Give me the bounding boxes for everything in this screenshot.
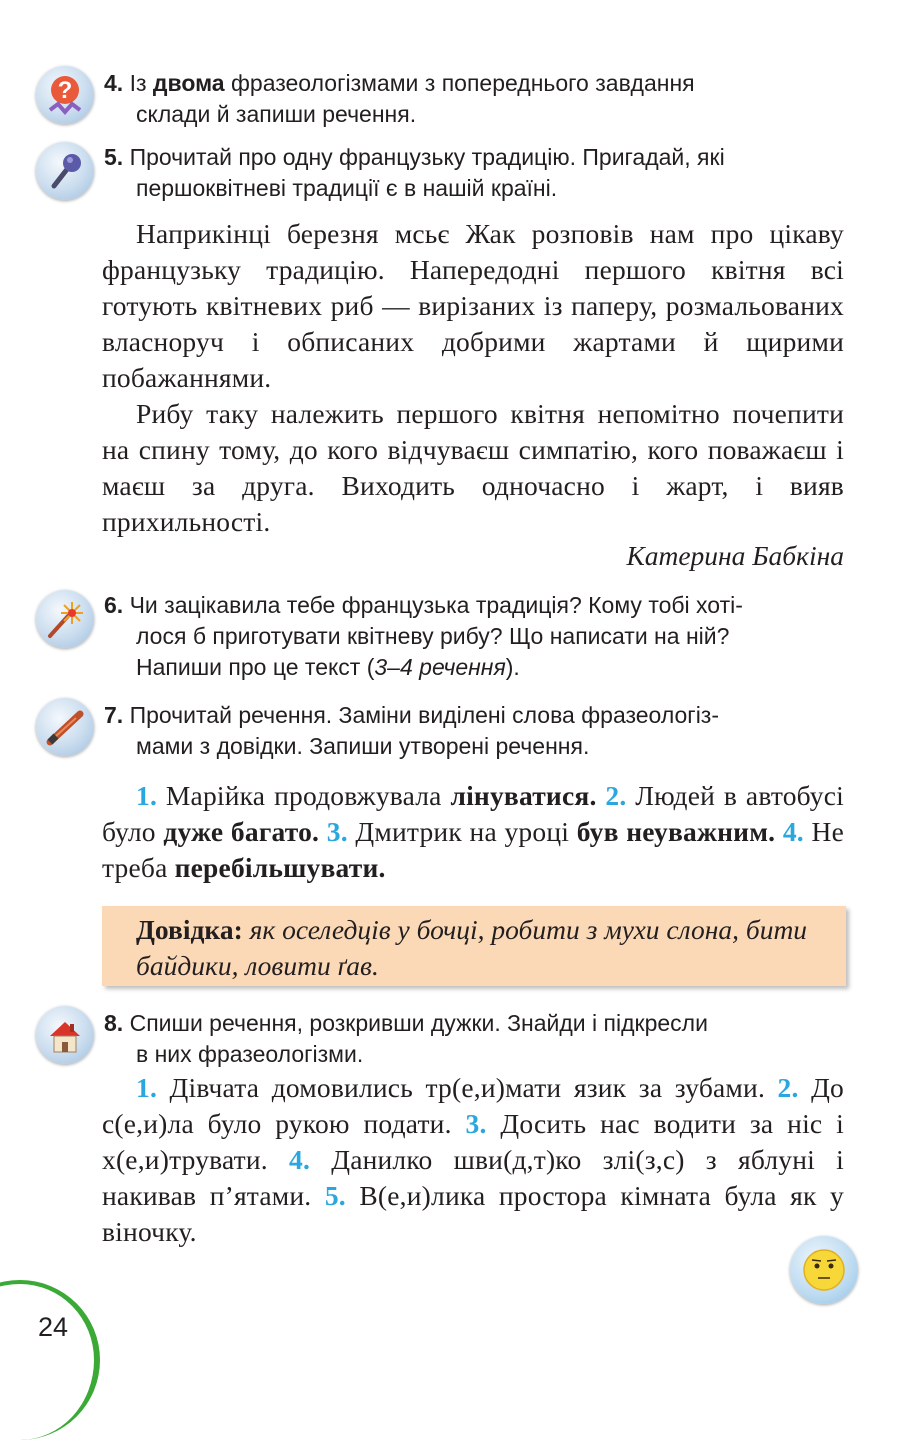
- task-text-line2: мами з довідки. Запиши утворені речення.: [136, 733, 590, 759]
- smiley-icon: [790, 1236, 858, 1304]
- story-paragraph-1: Наприкінці березня мсьє Жак розповів нам про цікаву французьку традицію. Напередодні першого квітня всі готують квітневих риб — вирізаних із паперу, розмальованих власноруч і обписаних добрими жартами й щирими побажаннями.: [102, 218, 844, 393]
- task-7: [104, 700, 846, 762]
- task-text: Спиши речення, розкривши дужки. Знайди і підкресли: [129, 1010, 708, 1036]
- story-paragraph-2: Рибу таку належить першого квітня непомітно почепити на спину тому, до кого відчуваєш симпатію, кого поважаєш і маєш за друга. Виходить одночасно і жарт, і вияв прихильності.: [102, 398, 844, 537]
- hint-phrases: як оселедців у бочці, робити з мухи слона, бити байдики, ловити ґав.: [136, 914, 808, 981]
- question-icon: [36, 66, 94, 124]
- task-text: Із: [129, 70, 153, 96]
- sentence-text: До с(е,и)ла було рукою подати.: [102, 1072, 845, 1139]
- sentence-dot: .: [768, 816, 776, 847]
- task-number: 8.: [104, 1010, 124, 1036]
- highlighted-words: перебільшувати: [174, 852, 379, 883]
- sentence-number: 5.: [324, 1180, 346, 1211]
- sentence-number: 1.: [136, 1072, 158, 1103]
- task-text: ).: [505, 654, 520, 680]
- task-8: [104, 1008, 846, 1070]
- hint-box: [102, 906, 846, 986]
- sentence-text: Марійка продовжувала: [157, 780, 451, 811]
- task-number: 7.: [104, 702, 124, 728]
- task-text-line2: в них фразеологізми.: [136, 1041, 364, 1067]
- hint-text: [136, 912, 826, 984]
- task-text-line2: лося б приготувати квітневу рибу? Що написати на ній?: [136, 623, 730, 649]
- task-number: 6.: [104, 592, 124, 618]
- task-bold-word: двома: [152, 70, 225, 96]
- sentence-number: 3.: [326, 816, 348, 847]
- story-text: [102, 216, 844, 540]
- task-italic-text: 3–4 речення: [374, 654, 506, 680]
- task-text-line2: першоквітневі традиції є в нашій країні.: [136, 175, 558, 201]
- exercise-8-sentences: [102, 1070, 844, 1250]
- highlighted-words: був неуважним: [576, 816, 769, 847]
- sentence-text: Людей в автобусі було: [102, 780, 844, 847]
- svg-text:?: ?: [57, 77, 73, 104]
- story-author: Катерина Бабкіна: [626, 540, 844, 571]
- task-4: [104, 68, 846, 130]
- task-6: [104, 590, 846, 683]
- decorative-arc: [0, 1280, 100, 1440]
- sentence-dot: .: [312, 816, 320, 847]
- sentence-number: 2.: [777, 1072, 799, 1103]
- sentence-text: Дмитрик на уроці: [347, 816, 577, 847]
- sentence-text: Данилко шви(д,т)ко злі(з,с) з яблуні і накивав п’ятами.: [102, 1144, 844, 1211]
- exercise-7-sentences: [102, 778, 844, 886]
- task-text-line3: [104, 652, 846, 683]
- hint-label: Довідка:: [136, 914, 243, 945]
- sentence-dot: .: [589, 780, 597, 811]
- exercise-8-paragraph: [102, 1070, 844, 1250]
- magic-wand-icon: [36, 590, 94, 648]
- task-text: фразеологізмами з попереднього завдання: [224, 70, 695, 96]
- sentence-text: В(е,и)лика простора кімната була як у віночку.: [102, 1180, 845, 1247]
- pen-icon: [36, 698, 94, 756]
- sentence-text: Дівчата домовились тр(е,и)мати язик за зубами.: [157, 1072, 766, 1103]
- task-text: Напиши про це текст (: [136, 654, 375, 680]
- page-number: 24: [38, 1312, 69, 1342]
- highlighted-words: дуже багато: [163, 816, 313, 847]
- sentence-number: 3.: [465, 1108, 487, 1139]
- task-text: Чи зацікавила тебе французька традиція? Кому тобі хоті-: [129, 592, 743, 618]
- sentence-text: Досить нас водити за ніс і х(е,и)трувати.: [102, 1108, 844, 1175]
- sentence-number: 4.: [289, 1144, 311, 1175]
- task-text: Прочитай речення. Заміни виділені слова фразеологіз-: [129, 702, 720, 728]
- sentence-number: 1.: [136, 780, 158, 811]
- task-number: 4.: [104, 70, 124, 96]
- house-icon: [36, 1006, 94, 1064]
- task-number: 5.: [104, 144, 124, 170]
- task-text-line2: склади й запиши речення.: [136, 101, 417, 127]
- microphone-icon: [36, 142, 94, 200]
- sentence-number: 2.: [605, 780, 627, 811]
- task-5: [104, 142, 846, 204]
- exercise-7-paragraph: [102, 778, 844, 886]
- sentence-number: 4.: [782, 816, 804, 847]
- highlighted-words: лінуватися: [450, 780, 590, 811]
- task-text: Прочитай про одну французьку традицію. Пригадай, які: [129, 144, 725, 170]
- sentence-text: Не треба: [102, 816, 844, 883]
- sentence-dot: .: [378, 852, 386, 883]
